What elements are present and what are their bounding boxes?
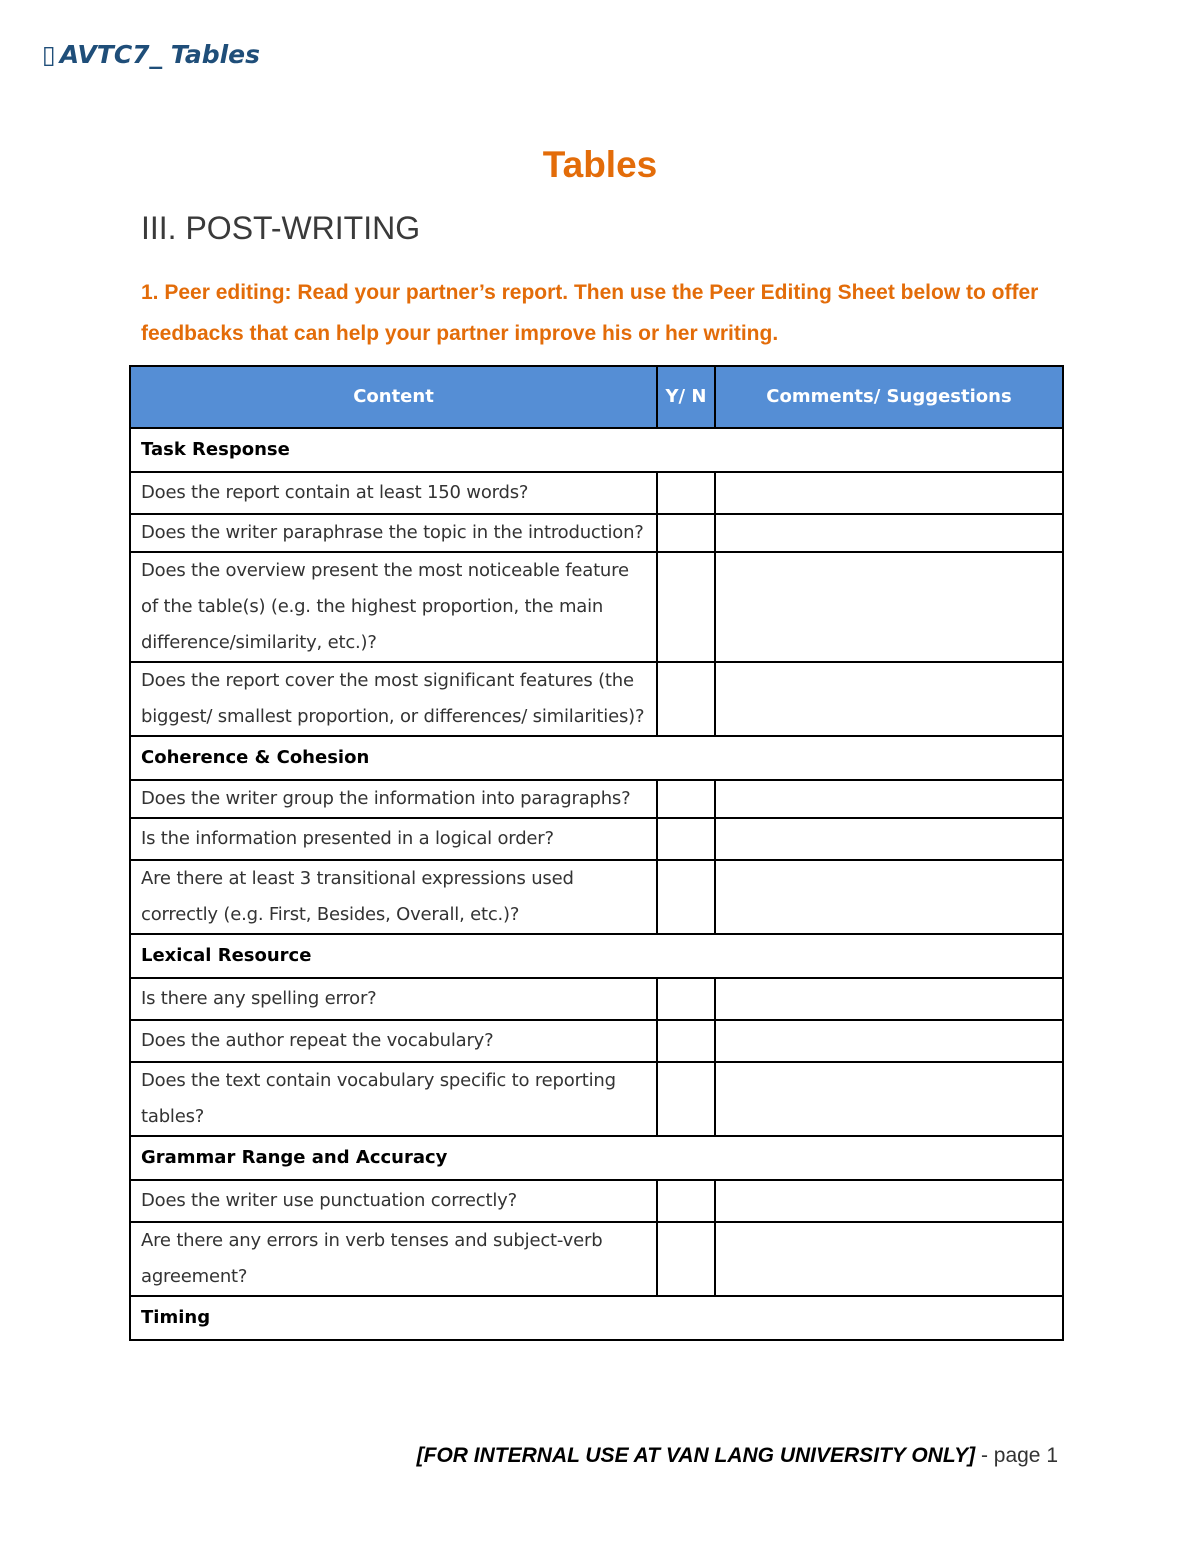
table-row [130, 552, 1063, 662]
yes-no-cell[interactable] [657, 780, 715, 818]
page-title: Tables [542, 144, 658, 185]
yes-no-cell[interactable] [657, 1020, 715, 1062]
header-title: AVTC7_ Tables [59, 40, 261, 69]
category-task-response: Task Response [130, 428, 1063, 472]
comment-cell[interactable] [715, 860, 1063, 934]
question-cell: Does the overview present the most noticeable feature of the table(s) (e.g. the highest proportion, the main difference/similarity, etc.)? [130, 552, 657, 662]
comment-cell[interactable] [715, 780, 1063, 818]
table-row [130, 1062, 1063, 1136]
table-header-row [130, 366, 1063, 428]
table-row [130, 780, 1063, 818]
category-grammar: Grammar Range and Accuracy [130, 1136, 1063, 1180]
comment-cell[interactable] [715, 514, 1063, 552]
comment-cell[interactable] [715, 978, 1063, 1020]
table-row [130, 662, 1063, 736]
page-number: - page 1 [980, 1444, 1058, 1467]
yes-no-cell[interactable] [657, 662, 715, 736]
table-row [130, 978, 1063, 1020]
question-cell: Does the writer use punctuation correctly? [130, 1180, 657, 1222]
question-cell: Are there any errors in verb tenses and subject-verb agreement? [130, 1222, 657, 1296]
yes-no-cell[interactable] [657, 818, 715, 860]
question-cell: Does the report contain at least 150 words? [130, 472, 657, 514]
question-cell: Does the writer paraphrase the topic in the introduction? [130, 514, 657, 552]
question-cell: Does the text contain vocabulary specific to reporting tables? [130, 1062, 657, 1136]
table-row [130, 860, 1063, 934]
yes-no-cell[interactable] [657, 978, 715, 1020]
table-row [130, 1222, 1063, 1296]
comment-cell[interactable] [715, 1222, 1063, 1296]
table-row [130, 818, 1063, 860]
file-icon: ▯ [42, 40, 56, 69]
document-header [42, 40, 260, 69]
question-cell: Is the information presented in a logical order? [130, 818, 657, 860]
question-cell: Does the author repeat the vocabulary? [130, 1020, 657, 1062]
table-row [130, 1020, 1063, 1062]
comment-cell[interactable] [715, 1180, 1063, 1222]
question-cell: Are there at least 3 transitional expressions used correctly (e.g. First, Besides, Overall, etc.)? [130, 860, 657, 934]
yes-no-cell[interactable] [657, 472, 715, 514]
comment-cell[interactable] [715, 552, 1063, 662]
yes-no-cell[interactable] [657, 860, 715, 934]
question-cell: Does the report cover the most significant features (the biggest/ smallest proportion, or differences/ similarities)? [130, 662, 657, 736]
yes-no-cell[interactable] [657, 1180, 715, 1222]
section-heading: III. POST-WRITING [141, 210, 421, 246]
page-footer [417, 1444, 1058, 1468]
comment-cell[interactable] [715, 472, 1063, 514]
peer-editing-table [129, 365, 1064, 1341]
comment-cell[interactable] [715, 1020, 1063, 1062]
instruction-text: 1. Peer editing: Read your partner’s report. Then use the Peer Editing Sheet below to offer feedbacks that can help your partner improve his or her writing. [141, 281, 1039, 345]
header-content: Content [130, 366, 657, 428]
yes-no-cell[interactable] [657, 1222, 715, 1296]
yes-no-cell[interactable] [657, 1062, 715, 1136]
category-timing: Timing [130, 1296, 1063, 1340]
question-cell: Is there any spelling error? [130, 978, 657, 1020]
category-coherence-cohesion: Coherence & Cohesion [130, 736, 1063, 780]
footer-notice: [FOR INTERNAL USE AT VAN LANG UNIVERSITY ONLY] [416, 1444, 976, 1467]
question-cell: Does the writer group the information into paragraphs? [130, 780, 657, 818]
table-row [130, 1180, 1063, 1222]
yes-no-cell[interactable] [657, 552, 715, 662]
header-comments: Comments/ Suggestions [715, 366, 1063, 428]
category-lexical-resource: Lexical Resource [130, 934, 1063, 978]
comment-cell[interactable] [715, 662, 1063, 736]
table-row [130, 472, 1063, 514]
comment-cell[interactable] [715, 818, 1063, 860]
comment-cell[interactable] [715, 1062, 1063, 1136]
table-row [130, 514, 1063, 552]
yes-no-cell[interactable] [657, 514, 715, 552]
header-yes-no: Y/ N [657, 366, 715, 428]
